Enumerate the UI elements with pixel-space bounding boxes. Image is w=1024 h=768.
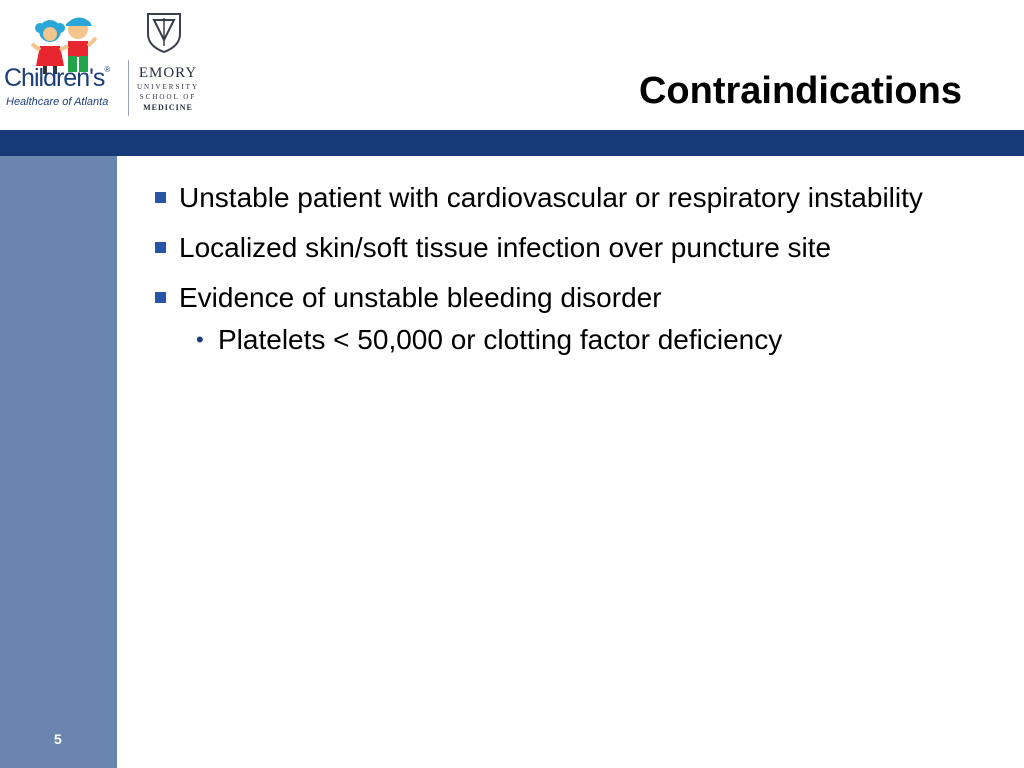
bullet-item (154, 178, 974, 218)
slide-title: Contraindications (638, 70, 962, 112)
slide-body (154, 178, 974, 360)
square-bullet-icon (155, 292, 166, 303)
header-band (0, 130, 1024, 156)
slide-header (0, 0, 1024, 130)
bullet-text: Unstable patient with cardiovascular or respiratory instability (179, 182, 923, 213)
logo-divider (128, 60, 129, 116)
bullet-item (154, 228, 974, 268)
sub-bullet-text: Platelets < 50,000 or clotting factor deficiency (218, 324, 783, 355)
dot-bullet-icon: • (196, 327, 204, 352)
bullet-text: Evidence of unstable bleeding disorder (179, 282, 662, 313)
emory-shield-icon (146, 12, 182, 54)
square-bullet-icon (155, 192, 166, 203)
sub-bullet-item (154, 320, 974, 360)
square-bullet-icon (155, 242, 166, 253)
emory-wordmark: EMORY UNIVERSITY SCHOOL OF MEDICINE (137, 65, 199, 112)
childrens-wordmark: Children's® (4, 64, 111, 92)
left-sidebar-bar (0, 156, 117, 768)
childrens-subtitle: Healthcare of Atlanta (6, 96, 109, 108)
bullet-item (154, 278, 974, 318)
page-number: 5 (54, 731, 62, 747)
bullet-text: Localized skin/soft tissue infection over puncture site (179, 232, 832, 263)
